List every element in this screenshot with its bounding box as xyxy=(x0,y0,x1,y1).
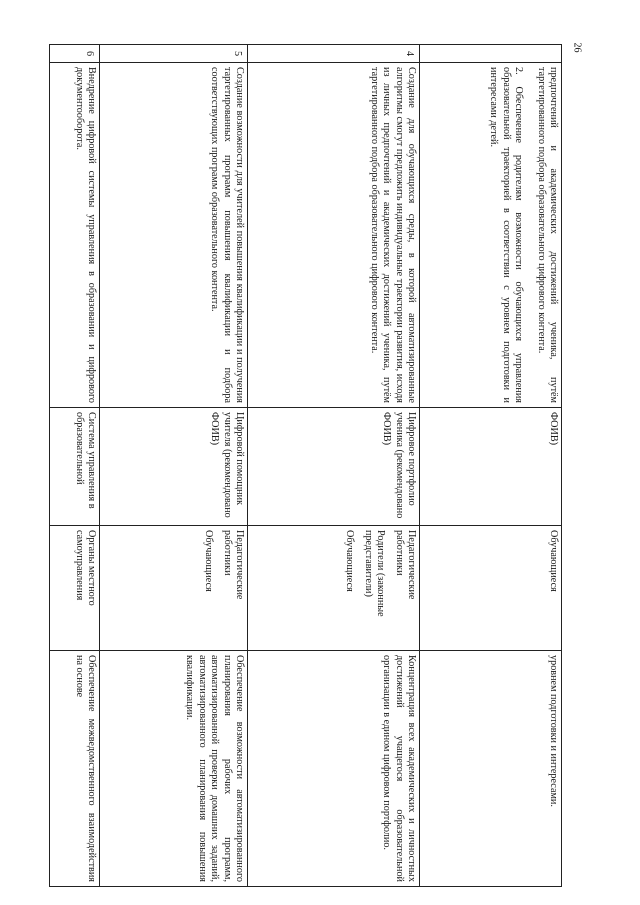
row-effect: Обеспечение возможности автоматизированного планирования рабочих программ, автоматизированной проверки домашних заданий, автоматизированного планирования повышения квалификации. xyxy=(100,651,248,887)
row-effect: Концентрация всех академических и личностных достижений учащегося образовательной организации в едином цифровом портфолио. xyxy=(248,651,420,887)
row-system: Цифровое портфолио ученика (рекомендовано ФОИВ) xyxy=(248,408,420,526)
row-number: 5 xyxy=(100,45,248,63)
content-paragraph: 2. Обеспечение родителям возможности обучающихся управления образовательной траекторией в соответствии с уровнем подготовки и интересами детей. xyxy=(488,67,525,403)
users-line: Родители (законные представители) xyxy=(362,530,387,617)
rotated-table-wrapper xyxy=(50,44,562,886)
row-users: Обучающиеся xyxy=(420,526,562,651)
table-row xyxy=(420,45,562,887)
table-row xyxy=(100,45,248,887)
row-system: Система управления в образовательной xyxy=(50,408,100,526)
row-system: Цифровой помощник учителя (рекомендовано ФОИВ) xyxy=(100,408,248,526)
table-row xyxy=(248,45,420,887)
table-row xyxy=(50,45,100,887)
row-system: ФОИВ) xyxy=(420,408,562,526)
row-number: 4 xyxy=(248,45,420,63)
content-paragraph: предпочтений и академических достижений ученика, путём таргетированного подбора образовательного цифрового контента. xyxy=(535,67,559,403)
measures-table xyxy=(49,44,562,887)
row-content: Создание возможности для учителей повышения квалификации и получения таргетированных программ повышения квалификации и подбора соответствующих программ образовательного контента. xyxy=(100,63,248,408)
users-line: Педагогические работники xyxy=(393,530,417,600)
row-content: Внедрение цифровой системы управления в образовании и цифрового документооборота. xyxy=(50,63,100,408)
row-users xyxy=(100,526,248,651)
row-content: Создание для обучающихся среды, в которой автоматизированные алгоритмы смогут предложить индивидуальные траектории развития, исходя из личных предпочтений и академических достижений ученика, путём таргетированного подбора образовательного цифрового контента. xyxy=(248,63,420,408)
users-line: Обучающиеся xyxy=(203,530,215,592)
row-effect: уровнем подготовки и интересами. xyxy=(420,651,562,887)
row-number xyxy=(420,45,562,63)
row-users xyxy=(248,526,420,651)
row-users: Органы местного самоуправления xyxy=(50,526,100,651)
row-effect: Обеспечение межведомственного взаимодействия на основе xyxy=(50,651,100,887)
page-number: 26 xyxy=(571,42,583,53)
users-line: Обучающиеся xyxy=(344,530,356,592)
document-frame xyxy=(50,44,562,886)
row-number: 6 xyxy=(50,45,100,63)
users-line: Педагогические работники xyxy=(221,530,245,600)
row-content xyxy=(420,63,562,408)
